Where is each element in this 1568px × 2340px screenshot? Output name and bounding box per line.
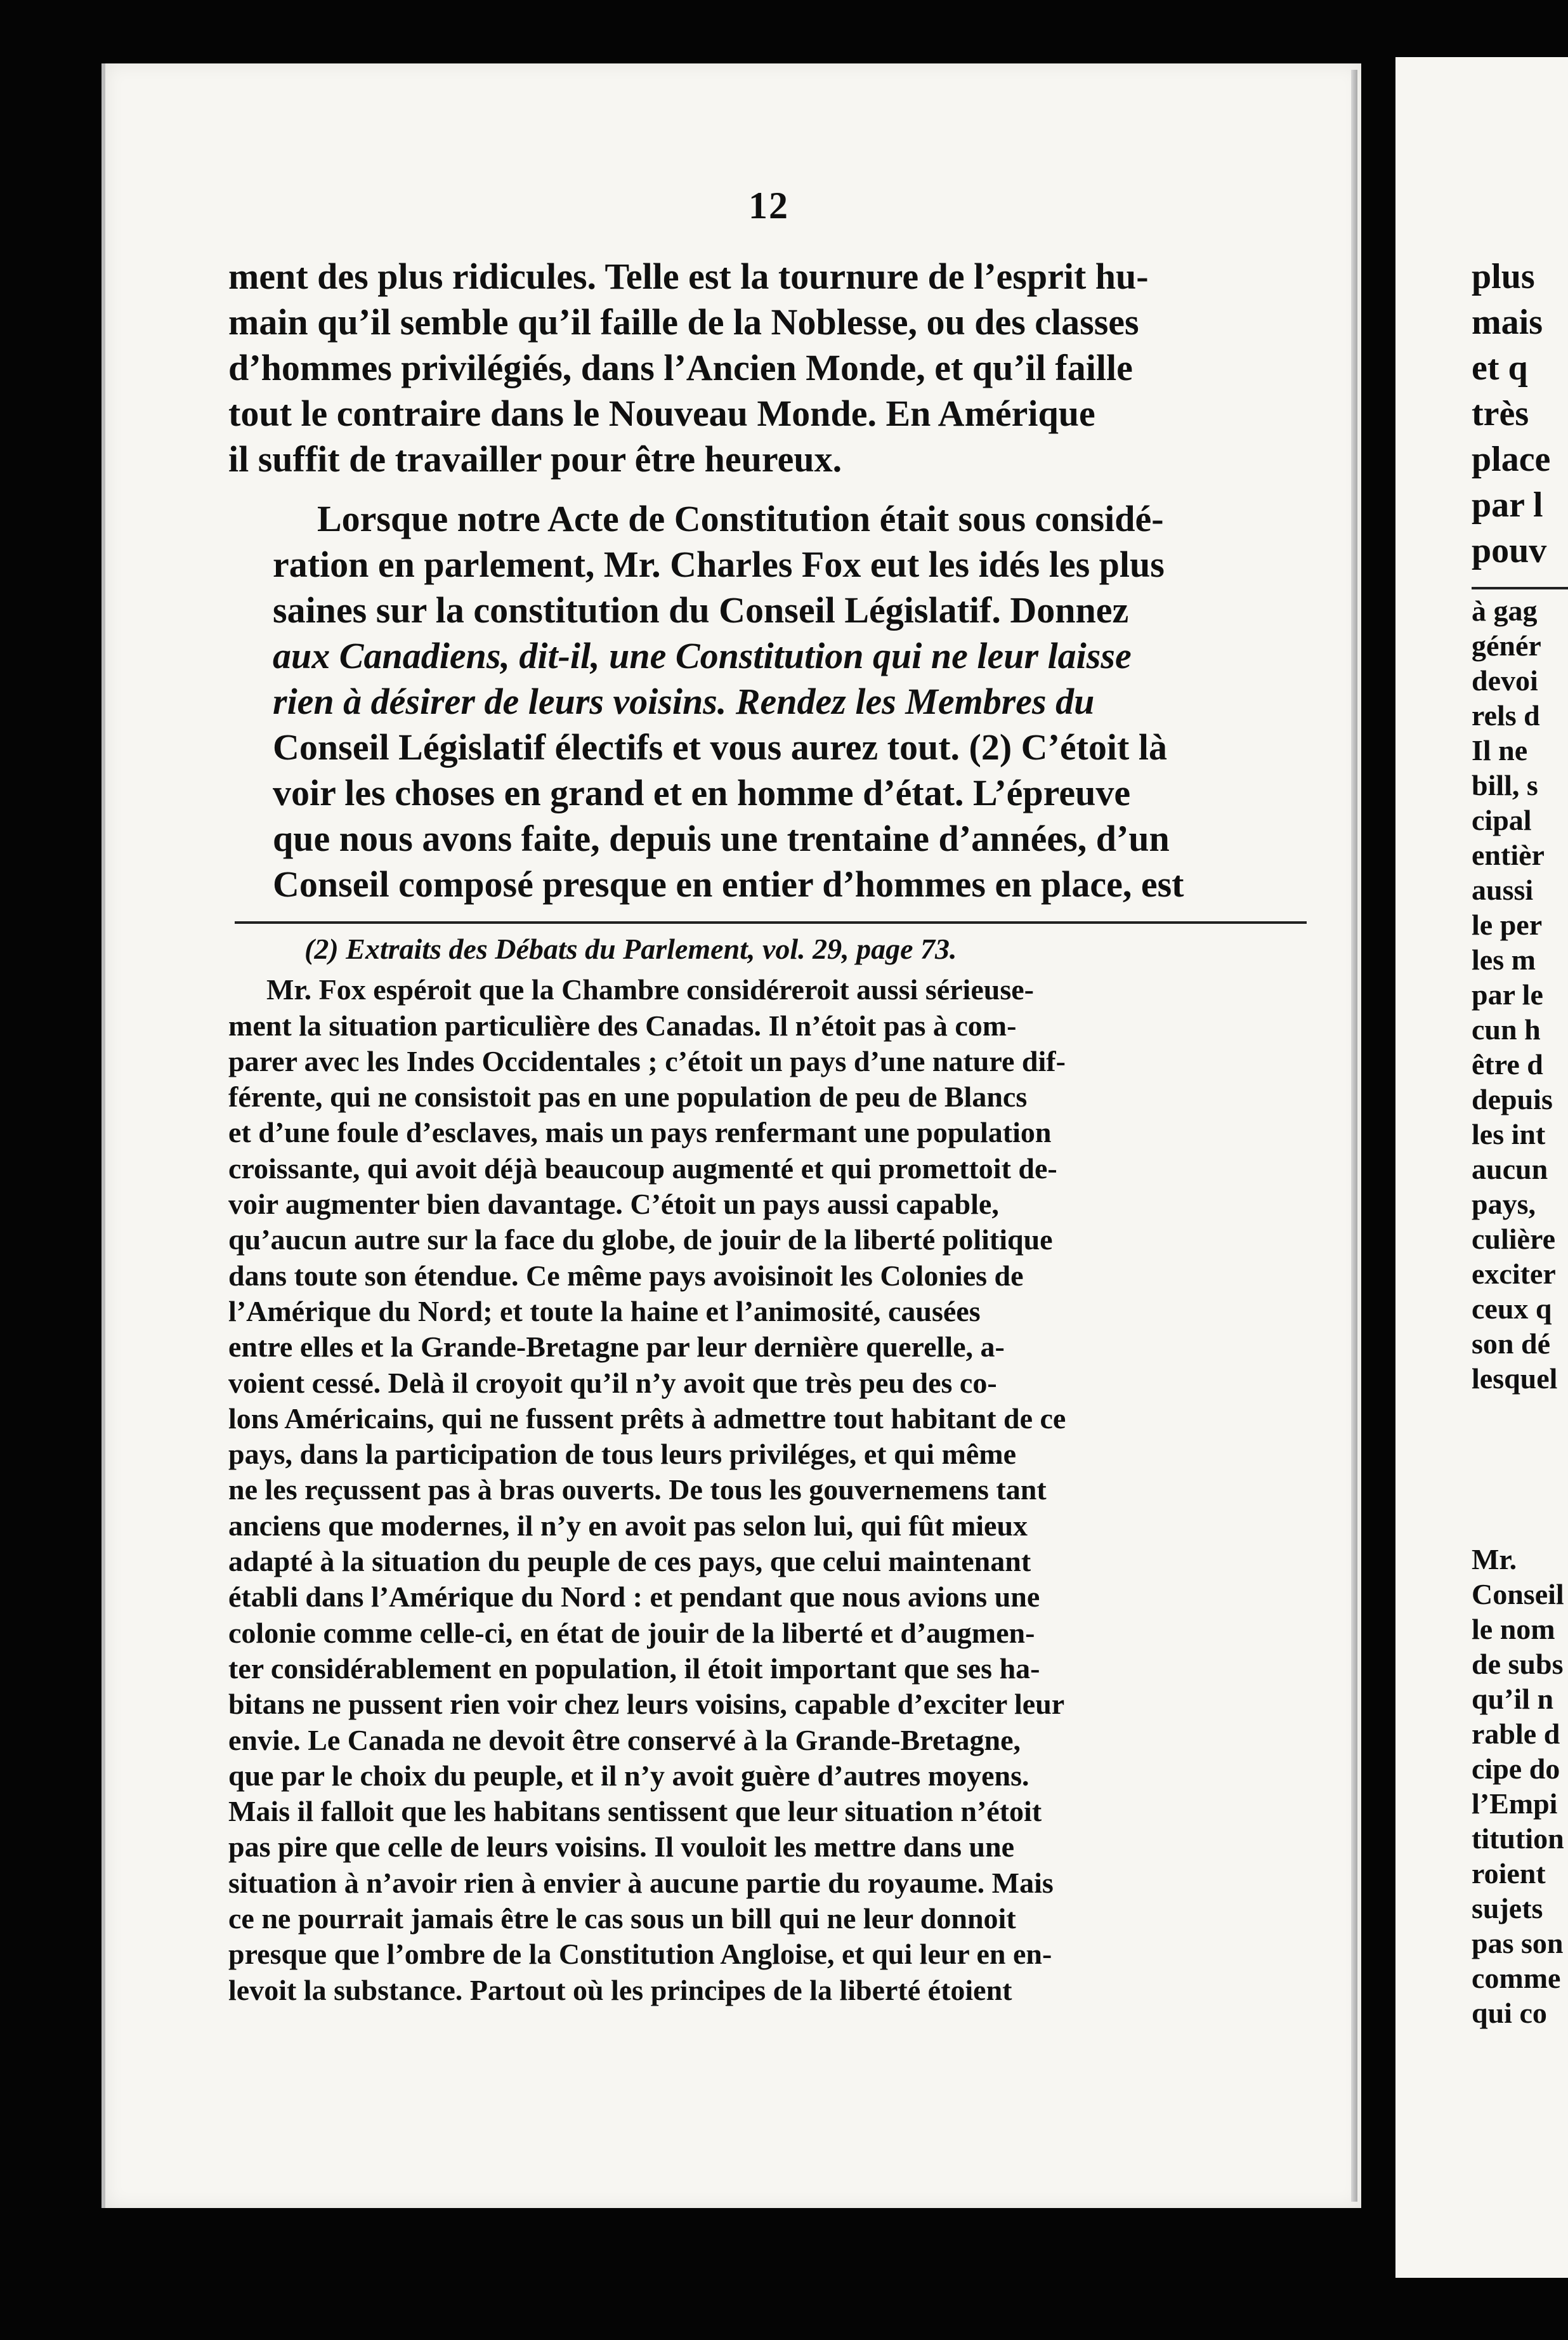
footnote-line: ce ne pourrait jamais être le cas sous un bill qui ne leur donnoit bbox=[228, 1902, 1016, 1935]
text-line: Conseil Législatif électifs et vous aurez tout. (2) C’étoit là bbox=[273, 726, 1167, 768]
footnote-line: Mr. Fox espéroit que la Chambre considéreroit aussi sérieuse- bbox=[266, 973, 1034, 1006]
footnote-line: pas son bbox=[1472, 1927, 1564, 1959]
text-line: et q bbox=[1472, 348, 1528, 388]
footnote-line: situation à n’avoir rien à envier à aucune partie du royaume. Mais bbox=[228, 1866, 1054, 1899]
footnote-line: rels d bbox=[1472, 699, 1540, 732]
footnote-line: ceux q bbox=[1472, 1292, 1552, 1325]
footnote-rule bbox=[235, 921, 1307, 924]
footnote-line: levoit la substance. Partout où les principes de la liberté étoient bbox=[228, 1973, 1012, 2006]
footnote-line: être d bbox=[1472, 1048, 1543, 1081]
text-line: rien à désirer de leurs voisins. Rendez les Membres du bbox=[273, 681, 1095, 722]
footnote-line: culière bbox=[1472, 1223, 1555, 1255]
footnote-line: de subs bbox=[1472, 1648, 1564, 1680]
footnote-line: que par le choix du peuple, et il n’y avoit guère d’autres moyens. bbox=[228, 1759, 1029, 1792]
right-page-main-text bbox=[1472, 254, 1568, 574]
paragraph-1 bbox=[228, 254, 1307, 482]
right-page-footnote-2 bbox=[1472, 1542, 1568, 2030]
footnote-line: envie. Le Canada ne devoit être conservé à la Grande-Bretagne, bbox=[228, 1723, 1021, 1756]
footnote-line: bitans ne pussent rien voir chez leurs voisins, capable d’exciter leur bbox=[228, 1688, 1065, 1721]
footnote-line: titution bbox=[1472, 1822, 1564, 1855]
footnote-line: anciens que modernes, il n’y en avoit pas selon lui, qui fût mieux bbox=[228, 1509, 1028, 1542]
text-line: tout le contraire dans le Nouveau Monde. En Amérique bbox=[228, 393, 1095, 434]
page-gutter bbox=[1351, 70, 1357, 2202]
text-line: par l bbox=[1472, 485, 1543, 525]
text-line: ration en parlement, Mr. Charles Fox eut les idés les plus bbox=[273, 544, 1165, 585]
footnote-line: aussi bbox=[1472, 874, 1534, 906]
text-line: Conseil composé presque en entier d’hommes en place, est bbox=[273, 864, 1184, 905]
footnote-line: Il ne bbox=[1472, 734, 1528, 766]
text-line: il suffit de travailler pour être heureux. bbox=[228, 438, 842, 480]
footnote-line: ne les reçussent pas à bras ouverts. De tous les gouvernemens tant bbox=[228, 1473, 1047, 1506]
footnote-line: roient bbox=[1472, 1857, 1546, 1890]
right-page-footnote bbox=[1472, 593, 1568, 1396]
footnote-line: établi dans l’Amérique du Nord : et pendant que nous avions une bbox=[228, 1581, 1040, 1614]
footnote-line: l’Amérique du Nord; et toute la haine et l’animosité, causées bbox=[228, 1294, 981, 1327]
text-line: que nous avons faite, depuis une trentaine d’années, d’un bbox=[273, 818, 1170, 859]
footnote-line: entièr bbox=[1472, 839, 1545, 871]
main-text bbox=[228, 254, 1307, 907]
footnote-line: cipe do bbox=[1472, 1752, 1560, 1785]
footnote-line: Mais il falloit que les habitans sentissent que leur situation n’étoit bbox=[228, 1795, 1042, 1828]
footnote-line: son dé bbox=[1472, 1327, 1550, 1360]
footnote-line: férente, qui ne consistoit pas en une population de peu de Blancs bbox=[228, 1081, 1028, 1114]
page-number: 12 bbox=[748, 185, 789, 227]
footnote-line: Mr. bbox=[1472, 1543, 1517, 1575]
footnote-line: qu’il n bbox=[1472, 1683, 1554, 1715]
footnote-line: génér bbox=[1472, 629, 1541, 662]
text-line: d’hommes privilégiés, dans l’Ancien Monde, et qu’il faille bbox=[228, 347, 1133, 388]
footnote-line: rable d bbox=[1472, 1718, 1560, 1750]
footnote-line: ter considérablement en population, il étoit important que ses ha- bbox=[228, 1652, 1040, 1685]
footnote-line: par le bbox=[1472, 978, 1543, 1011]
footnote-reference: (2) Extraits des Débats du Parlement, vol. 29, page 73. bbox=[304, 933, 957, 965]
footnote-line: croissante, qui avoit déjà beaucoup augmenté et qui promettoit de- bbox=[228, 1152, 1057, 1185]
text-line: mais bbox=[1472, 303, 1543, 342]
footnote-line: adapté à la situation du peuple de ces pays, que celui maintenant bbox=[228, 1545, 1031, 1578]
footnote-body bbox=[228, 972, 1307, 2008]
footnote-line: aucun bbox=[1472, 1153, 1548, 1185]
footnote-line: cun h bbox=[1472, 1013, 1541, 1046]
footnote-line: parer avec les Indes Occidentales ; c’étoit un pays d’une nature dif- bbox=[228, 1044, 1066, 1077]
text-line: Lorsque notre Acte de Constitution était sous considé- bbox=[317, 498, 1164, 539]
text-line: aux Canadiens, dit-il, une Constitution qui ne leur laisse bbox=[273, 635, 1132, 676]
footnote-line: voir augmenter bien davantage. C’étoit un pays aussi capable, bbox=[228, 1188, 999, 1221]
text-line: très bbox=[1472, 394, 1529, 433]
footnote-line: le nom bbox=[1472, 1613, 1555, 1645]
footnote-line: comme bbox=[1472, 1962, 1561, 1994]
footnote-line: pays, bbox=[1472, 1188, 1536, 1220]
footnote-line: pas pire que celle de leurs voisins. Il vouloit les mettre dans une bbox=[228, 1831, 1015, 1863]
footnote-line: les m bbox=[1472, 943, 1536, 976]
text-line: plus bbox=[1472, 257, 1535, 296]
footnote-line: cipal bbox=[1472, 804, 1532, 836]
footnote bbox=[228, 931, 1307, 2008]
text-line: voir les choses en grand et en homme d’état. L’épreuve bbox=[273, 772, 1131, 813]
footnote-line: qui co bbox=[1472, 1997, 1547, 2029]
footnote-line: l’Empi bbox=[1472, 1787, 1558, 1820]
paragraph-2 bbox=[228, 496, 1307, 907]
footnote-line: qu’aucun autre sur la face du globe, de jouir de la liberté politique bbox=[228, 1223, 1053, 1256]
footnote-line: lesquel bbox=[1472, 1362, 1558, 1395]
footnote-line: pays, dans la participation de tous leurs priviléges, et qui même bbox=[228, 1438, 1017, 1471]
footnote-line: à gag bbox=[1472, 595, 1538, 627]
text-line: ment des plus ridicules. Telle est la tournure de l’esprit hu- bbox=[228, 256, 1149, 297]
text-line: main qu’il semble qu’il faille de la Noblesse, ou des classes bbox=[228, 301, 1139, 343]
footnote-line: dans toute son étendue. Ce même pays avoisinoit les Colonies de bbox=[228, 1259, 1024, 1292]
footnote-line: presque que l’ombre de la Constitution Angloise, et qui leur en en- bbox=[228, 1938, 1052, 1971]
footnote-line: le per bbox=[1472, 909, 1543, 941]
footnote-line: les int bbox=[1472, 1118, 1546, 1150]
footnote-line: Conseil bbox=[1472, 1578, 1564, 1610]
footnote-line: devoi bbox=[1472, 664, 1538, 697]
footnote-line: entre elles et la Grande-Bretagne par leur dernière querelle, a- bbox=[228, 1331, 1005, 1364]
footnote-line: voient cessé. Delà il croyoit qu’il n’y avoit que très peu des co- bbox=[228, 1366, 997, 1399]
footnote-line: lons Américains, qui ne fussent prêts à admettre tout habitant de ce bbox=[228, 1402, 1066, 1435]
text-line: place bbox=[1472, 440, 1551, 479]
text-line: pouv bbox=[1472, 531, 1547, 570]
footnote-line: exciter bbox=[1472, 1258, 1556, 1290]
footnote-line: bill, s bbox=[1472, 769, 1538, 801]
footnote-line: depuis bbox=[1472, 1083, 1553, 1115]
footnote-line: ment la situation particulière des Canadas. Il n’étoit pas à com- bbox=[228, 1009, 1017, 1042]
footnote-line: sujets bbox=[1472, 1892, 1543, 1924]
right-footnote-rule bbox=[1472, 587, 1568, 589]
text-line: saines sur la constitution du Conseil Législatif. Donnez bbox=[273, 589, 1129, 631]
footnote-line: colonie comme celle-ci, en état de jouir de la liberté et d’augmen- bbox=[228, 1616, 1035, 1649]
footnote-line: et d’une foule d’esclaves, mais un pays renfermant une population bbox=[228, 1116, 1052, 1149]
